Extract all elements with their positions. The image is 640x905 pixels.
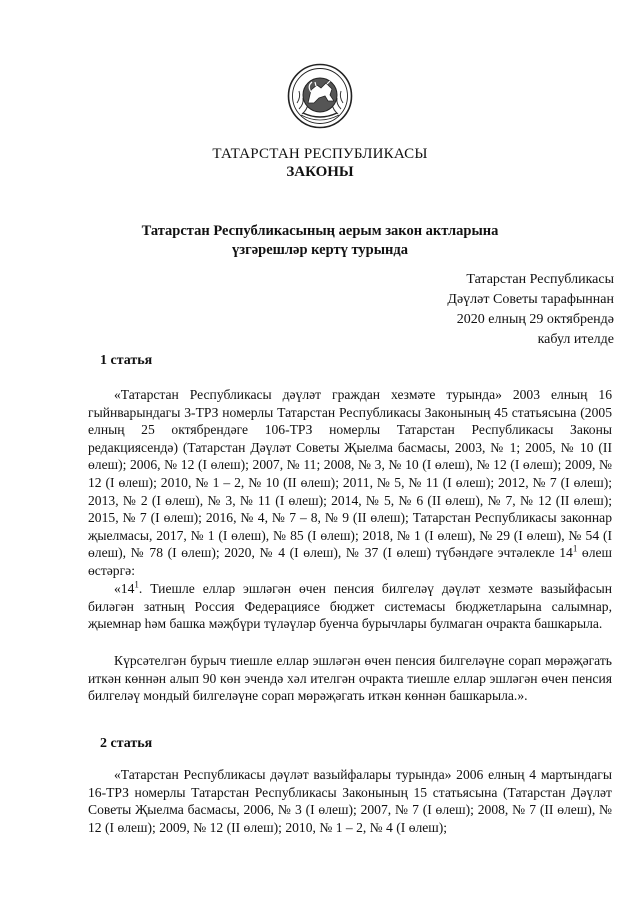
article-1-heading: 1 статья [100,353,153,368]
article-1-paragraph-1-tail: өлеш өстәргә: [88,545,613,578]
article-1-paragraph-2 [88,580,612,633]
article-1-paragraph-3: Күрсәтелгән бурыч тиешле еллар эшләгән өчен пенсия билгеләүне сорап мөрәҗәгать иткән көннән алып 90 көн эчендә хәл ителгән очракта тиешле еллар эшләгән өчен пенсия билгеләү мондый билгеләүне сорап мөрәҗәгать иткән көннән башкарыла.». [88,653,612,704]
adoption-line-4: кабул ителде [537,332,614,347]
law-title-line-1: Татарстан Республикасының аерым закон актларына [141,223,499,239]
article-1-paragraph-2-number: «14 [114,581,135,596]
superscript-number: 1 [134,579,139,590]
tatarstan-coat-of-arms-icon [287,63,353,129]
adoption-note [447,270,614,350]
document-type: ЗАКОНЫ [286,164,354,180]
organization-name: ТАТАРСТАН РЕСПУБЛИКАСЫ [212,146,428,162]
article-2-paragraph-1: «Татарстан Республикасы дәүләт вазыйфалары турында» 2006 елның 4 мартындагы 16-ТРЗ номерлы Татарстан Республикасы Законының 15 статьясына (Татарстан Дәүләт Советы Җыелма басмасы, 2006, № 3 (I өлеш); 2007, № 7 (I өлеш); 2008, № 7 (II өлеш), № 12 (I өлеш); 2009, № 12 (II өлеш); 2010, № 1 – 2, № 4 (I өлеш); [88,767,612,835]
article-2-heading: 2 статья [100,736,153,751]
law-title-line-2: үзгәрешләр кертү турында [232,242,408,258]
article-1-paragraph-1 [88,386,612,580]
adoption-line-3: 2020 елның 29 октябрендә [456,312,614,327]
article-1-paragraph-1-text: «Татарстан Республикасы дәүләт граждан хезмәте турында» 2003 елның 16 гыйнварындагы 3-ТРЗ номерлы Татарстан Республикасы Законының 45 статьясына (2005 елның 25 октябрендәге 106-ТРЗ номерлы Татарстан Республикасы Законы редакциясендә) (Татарстан Дәүләт Советы Җыелма басмасы, 2003, № 1; 2005, № 10 (II өлеш); 2006, № 12 (I өлеш); 2007, № 11; 2008, № 3, № 10 (I өлеш), № 12 (I өлеш); 2009, № 12 (I өлеш); 2010, № 1 – 2, № 10 (II өлеш); 2011, № 5, № 11 (I өлеш); 2012, № 7 (I өлеш); 2013, № 2 (I өлеш), № 3, № 11 (I өлеш); 2014, № 5, № 6 (II өлеш), № 7, № 12 (II өлеш); 2015, № 7 (I өлеш); 2016, № 4, № 7 – 8, № 9 (II өлеш); Татарстан Республикасы законнар җыелмасы, 2017, № 1 (I өлеш), № 85 (I өлеш); 2018, № 1 (I өлеш), № 29 (I өлеш), № 54 (I өлеш), № 78 (I өлеш); 2020, № 4 (I өлеш), № 37 (I өлеш) түбәндәге эчтәлекле 14 [88,387,612,561]
superscript-number: 1 [572,543,578,554]
adoption-line-1: Татарстан Республикасы [466,272,614,287]
article-1-paragraph-2-text: . Тиешле еллар эшләгән өчен пенсия билгеләү дәүләт хезмәте вазыйфасын биләгән затның Россия Федерациясе бюджет системасы бюджетларына салымнар, җыемнар һәм башка мәҗбүри түләүләр буенча бурычлары булмаган очракта башкарыла. [88,581,612,632]
adoption-line-2: Дәүләт Советы тарафыннан [447,292,614,307]
